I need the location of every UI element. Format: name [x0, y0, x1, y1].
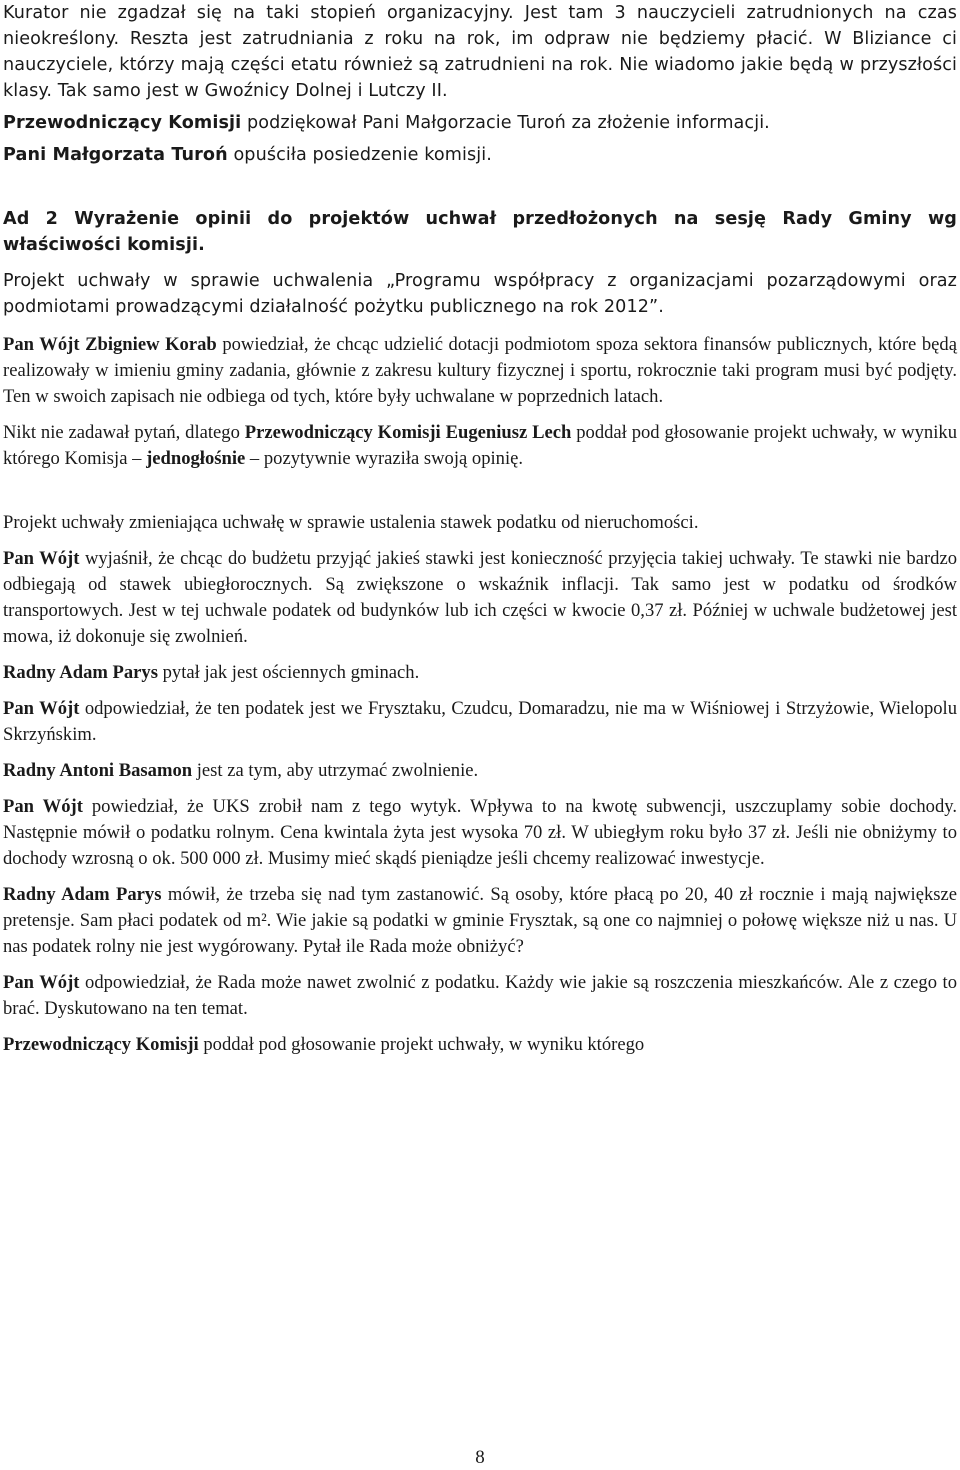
speaker-name: Pan Wójt Zbigniew Korab: [3, 334, 217, 355]
speaker-name: Pani Małgorzata Turoń: [3, 145, 228, 165]
paragraph-wojt-answered: Pan Wójt odpowiedział, że ten podatek jest we Frysztaku, Czudcu, Domaradzu, nie ma w Wiśniowej i Strzyżowie, Wielopolu Skrzyńskim.: [3, 698, 957, 745]
paragraph-vote: Nikt nie zadawał pytań, dlatego Przewodniczący Komisji Eugeniusz Lech poddał pod głosowanie projekt uchwały, w wyniku którego Komisja – jednogłośnie – pozytywnie wyraziła swoją opinię.: [3, 422, 957, 469]
speaker-name: Radny Antoni Basamon: [3, 760, 193, 781]
speaker-name: Przewodniczący Komisji: [3, 1034, 199, 1055]
speaker-name: Pan Wójt: [3, 972, 80, 993]
paragraph-wojt-korab: Pan Wójt Zbigniew Korab powiedział, że chcąc udzielić dotacji podmiotom spoza sektora finansów publicznych, które będą realizowały w imieniu gminy zadania, głównie z zakresu kultury fizycznej i sportu, rokrocznie taki program musi być podjęty. Ten w swoich zapisach nie odbiega od tych, które były uchwalane w poprzednich latach.: [3, 334, 957, 407]
paragraph-basamon: Radny Antoni Basamon jest za tym, aby utrzymać zwolnienie.: [3, 760, 479, 781]
paragraph-project-program: Projekt uchwały w sprawie uchwalenia „Programu współpracy z organizacjami pozarządowymi oraz podmiotami prowadzącymi działalność pożytku publicznego na rok 2012”.: [3, 271, 957, 317]
agenda-heading: Ad 2 Wyrażenie opinii do projektów uchwał przedłożonych na sesję Rady Gminy wg właściwości komisji.: [3, 209, 957, 255]
paragraph-project-tax: Projekt uchwały zmieniająca uchwałę w sprawie ustalenia stawek podatku od nieruchomości.: [3, 512, 699, 533]
paragraph-curator: Kurator nie zgadzał się na taki stopień organizacyjny. Jest tam 3 nauczycieli zatrudnionych na czas nieokreślony. Reszta jest zatrudniania z roku na rok, im odpraw nie będziemy płacić. W Bliziance ci nauczyciele, którzy mają części etatu również są zatrudnieni na rok. Nie wiadomo jakie będą w przyszłości klasy. Tak samo jest w Gwoźnicy Dolnej i Lutczy II.: [3, 3, 957, 101]
speaker-name: Pan Wójt: [3, 796, 83, 817]
speaker-name: Radny Adam Parys: [3, 884, 162, 905]
paragraph-thanks: Przewodniczący Komisji podziękował Pani Małgorzacie Turoń za złożenie informacji.: [3, 113, 770, 133]
paragraph-left-meeting: Pani Małgorzata Turoń opuściła posiedzenie komisji.: [3, 145, 492, 165]
paragraph-wojt-explained: Pan Wójt wyjaśnił, że chcąc do budżetu przyjąć jakieś stawki jest konieczność przyjęcia takiej uchwały. Te stawki nie bardzo odbiegają od stawek ubiegłorocznych. Są zwiększone o wskaźnik inflacji. Tak samo jest w podatku od środków transportowych. Jest w tej uchwale podatek od budynków lub ich części w kwocie 0,37 zł. Później w uchwale budżetowej jest mowa, iż dokonuje się zwolnień.: [3, 548, 957, 647]
paragraph-parys-discussion: Radny Adam Parys mówił, że trzeba się nad tym zastanowić. Są osoby, które płacą po 20, 40 zł rocznie i mają największe pretensje. Sam płaci podatek od m². Wie jakie są podatki w gminie Frysztak, są one co najmniej o połowę większe niż u nas. U nas podatek rolny nie jest wygórowany. Pytał ile Rada może obniżyć?: [3, 884, 958, 957]
speaker-name: Przewodniczący Komisji: [3, 113, 242, 133]
paragraph-chairman-vote: Przewodniczący Komisji poddał pod głosowanie projekt uchwały, w wyniku którego: [3, 1034, 645, 1055]
speaker-name: Pan Wójt: [3, 548, 80, 569]
vote-result: jednogłośnie: [146, 448, 246, 469]
paragraph-wojt-council: Pan Wójt odpowiedział, że Rada może nawet zwolnić z podatku. Każdy wie jakie są roszczenia mieszkańców. Ale z czego to brać. Dyskutowano na ten temat.: [3, 972, 957, 1019]
paragraph-parys-asked: Radny Adam Parys pytał jak jest ościennych gminach.: [3, 662, 420, 683]
speaker-name: Przewodniczący Komisji Eugeniusz Lech: [244, 422, 572, 443]
paragraph-wojt-uks: Pan Wójt powiedział, że UKS zrobił nam z tego wytyk. Wpływa to na kwotę subwencji, uszczuplamy sobie dochody. Następnie mówił o podatku rolnym. Cena kwintala żyta jest wysoka 70 zł. W ubiegłym roku było 37 zł. Jeśli nie obniżymy to dochody wzrosną o ok. 500 000 zł. Musimy mieć skądś pieniądze jeśli chcemy realizować inwestycje.: [3, 796, 957, 869]
speaker-name: Radny Adam Parys: [3, 662, 158, 683]
document-body: [3, 0, 957, 1058]
speaker-name: Pan Wójt: [3, 698, 80, 719]
page-number: 8: [475, 1447, 485, 1468]
